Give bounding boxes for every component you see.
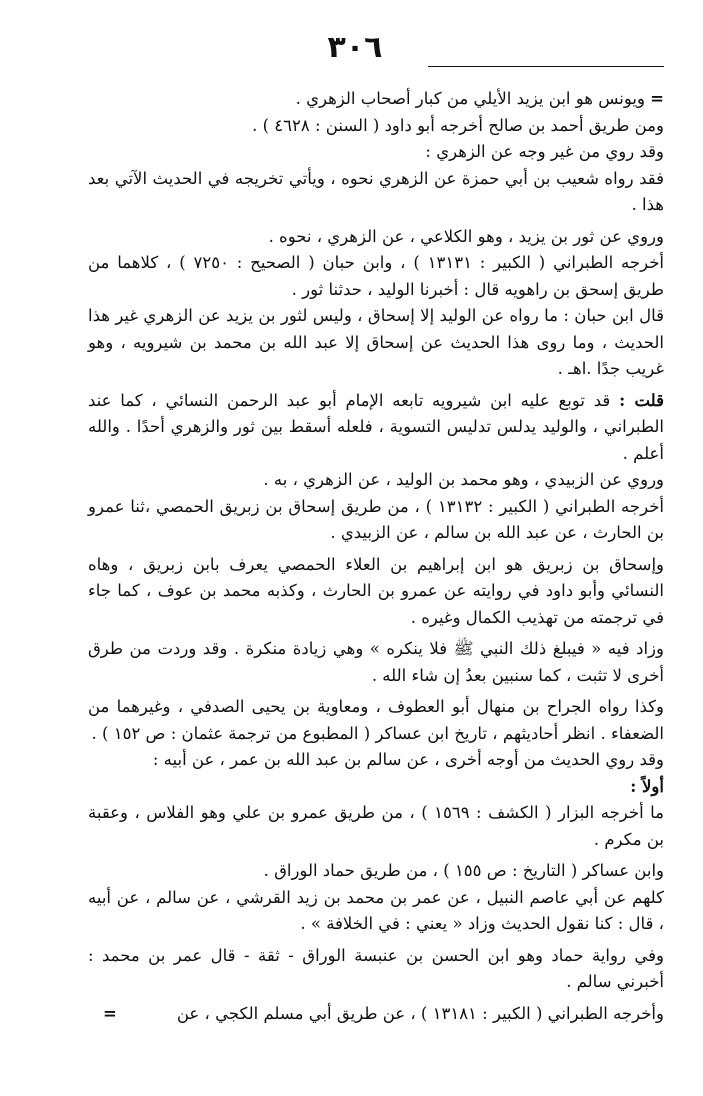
paragraph: وأخرجه الطبراني ( الكبير : ١٣١٨١ ) ، عن طريق أبي مسلم الكجي ، عن= bbox=[88, 1001, 664, 1028]
paragraph: وروي عن ثور بن يزيد ، وهو الكلاعي ، عن الزهري ، نحوه . bbox=[268, 226, 664, 246]
paragraph: وقد روي الحديث من أوجه أخرى ، عن سالم بن عبد الله بن عمر ، عن أبيه : bbox=[152, 750, 664, 769]
page-number: ٣٠٦ bbox=[327, 30, 383, 65]
continuation-mark: = bbox=[103, 1003, 117, 1023]
section-heading: أولاً : bbox=[630, 776, 664, 796]
paragraph: وإسحاق بن زبريق هو ابن إبراهيم بن العلاء الحمصي يعرف بابن زبريق ، وهاه النسائي وأبو داود في روايته عن عمرو بن الحارث ، وكذبه محمد بن عوف ، كما جاء في ترجمته من تهذيب الكمال وغيره . bbox=[88, 554, 664, 627]
body-text bbox=[88, 86, 664, 1027]
paragraph: = ويونس هو ابن يزيد الأيلي من كبار أصحاب الزهري . bbox=[295, 89, 664, 108]
qultu-label: قلت : bbox=[619, 390, 664, 410]
paragraph: ومن طريق أحمد بن صالح أخرجه أبو داود ( السنن : ٤٦٢٨ ) . bbox=[252, 115, 664, 135]
paragraph: أخرجه الطبراني ( الكبير : ١٣١٣١ ) ، وابن حبان ( الصحيح : ٧٢٥٠ ) ، كلاهما من طريق إسحق بن راهويه قال : أخبرنا الوليد ، حدثنا ثور . bbox=[88, 253, 664, 299]
paragraph: وقد روي من غير وجه عن الزهري : bbox=[425, 142, 664, 161]
header-rule bbox=[428, 66, 664, 67]
paragraph: فقد رواه شعيب بن أبي حمزة عن الزهري نحوه ، ويأتي تخريجه في الحديث الآتي بعد هذا . bbox=[88, 168, 664, 214]
continuation-mark: = bbox=[650, 89, 664, 108]
paragraph: وزاد فيه « فيبلغ ذلك النبي ﷺ فلا ينكره » وهي زيادة منكرة . وقد وردت من طرق أخرى لا تثبت ، كما سنبين بعدُ إن شاء الله . bbox=[88, 639, 664, 685]
paragraph: وابن عساكر ( التاريخ : ص ١٥٥ ) ، من طريق حماد الوراق . bbox=[263, 861, 664, 880]
paragraph: كلهم عن أبي عاصم النبيل ، عن عمر بن محمد بن زيد القرشي ، عن سالم ، عن أبيه ، قال : كنا نقول الحديث وزاد « يعني : في الخلافة » . bbox=[88, 887, 664, 933]
paragraph: وروي عن الزبيدي ، وهو محمد بن الوليد ، عن الزهري ، به . bbox=[263, 470, 664, 489]
paragraph: قال ابن حبان : ما رواه عن الوليد إلا إسحاق ، وليس لثور بن يزيد عن الزهري غير هذا الحديث ، وما روى هذا الحديث عن إسحاق إلا عبد الله بن محمد بن شيرويه ، وهو غريب جدًا .اهـ . bbox=[88, 306, 664, 378]
paragraph: ما أخرجه البزار ( الكشف : ١٥٦٩ ) ، من طريق عمرو بن علي وهو الفلاس ، وعقبة بن مكرم . bbox=[88, 803, 665, 849]
paragraph: وفي رواية حماد وهو ابن الحسن بن عنبسة الوراق - ثقة - قال عمر بن محمد : أخبرني سالم . bbox=[88, 945, 664, 991]
paragraph: قلت : قد توبع عليه ابن شيرويه تابعه الإمام أبو عبد الرحمن النسائي ، كما عند الطبراني ، والوليد يدلس تدليس التسوية ، فلعله أسقط بين ثور والزهري أحدًا . والله أعلم . bbox=[88, 390, 664, 463]
paragraph bbox=[88, 774, 664, 801]
paragraph: أخرجه الطبراني ( الكبير : ١٣١٣٢ ) ، من طريق إسحاق بن زبريق الحمصي ،ثنا عمرو بن الحارث ، عن عبد الله بن سالم ، عن الزبيدي . bbox=[88, 496, 664, 542]
paragraph: وكذا رواه الجراح بن منهال أبو العطوف ، ومعاوية بن يحيى الصدفي ، وغيرهما من الضعفاء . انظر أحاديثهم ، تاريخ ابن عساكر ( المطبوع من ترجمة عثمان : ص ١٥٢ ) . bbox=[88, 697, 664, 743]
